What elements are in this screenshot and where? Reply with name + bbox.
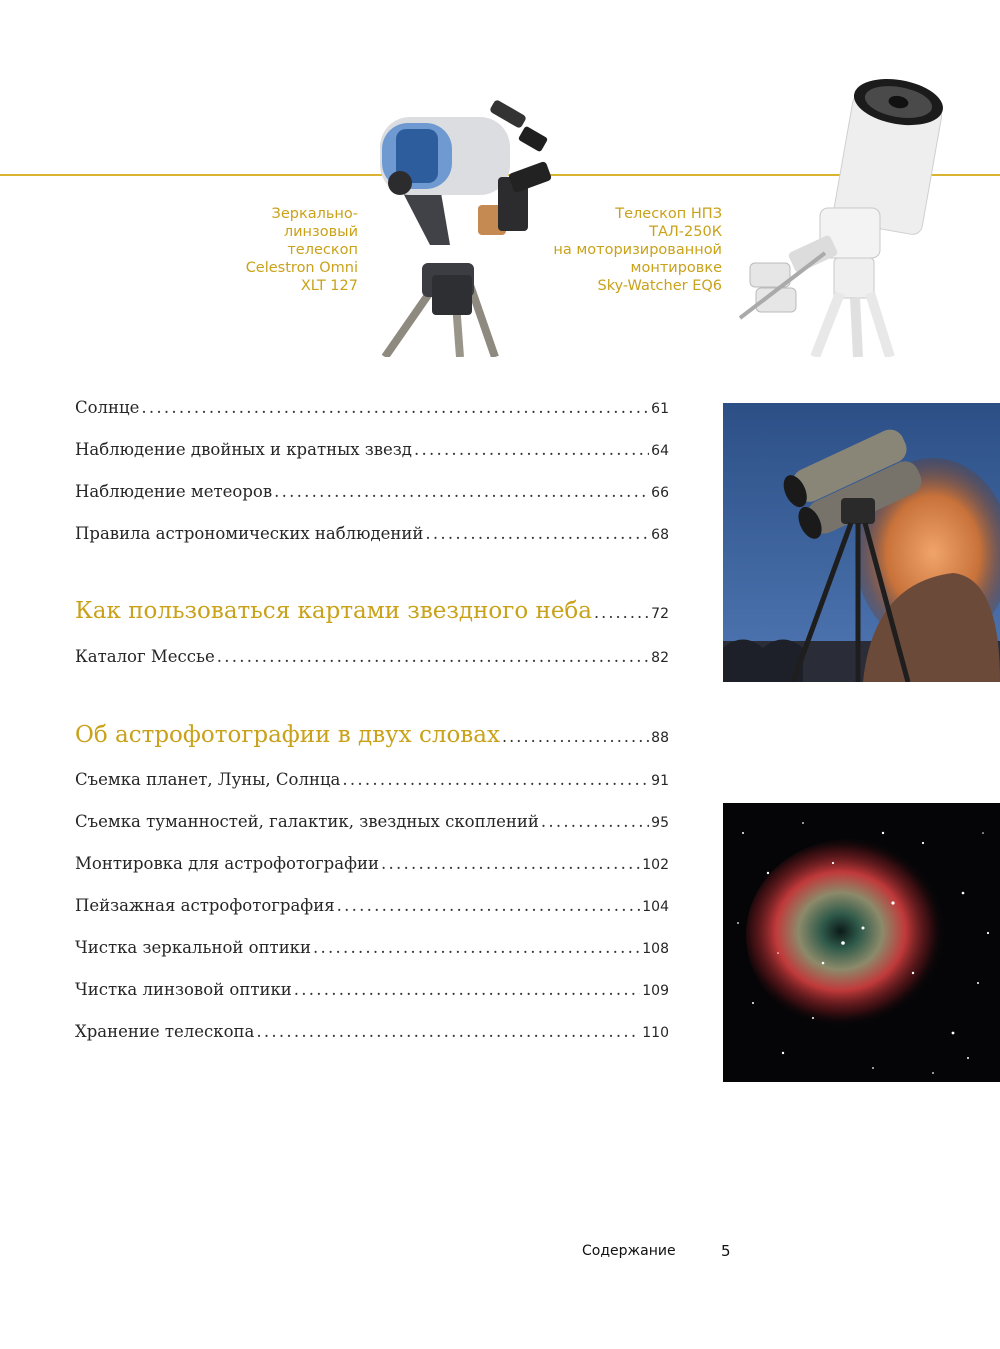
toc-entry-page: 109 <box>642 983 669 999</box>
toc-leader <box>414 440 649 459</box>
toc-entry[interactable] <box>75 440 669 459</box>
toc-entry[interactable] <box>75 647 669 666</box>
binocular-observer-photo <box>723 403 1000 682</box>
toc-leader <box>425 524 649 543</box>
toc-leader <box>337 896 641 915</box>
toc-section-entry[interactable] <box>75 598 669 624</box>
toc-entry-title: Хранение телескопа <box>75 1022 255 1041</box>
toc-entry[interactable] <box>75 482 669 501</box>
toc-entry-page: 104 <box>642 899 669 915</box>
toc-entry-page: 88 <box>651 730 669 746</box>
toc-section-title: Как пользоваться картами звездного неба <box>75 598 592 624</box>
nebula-photo <box>723 803 1000 1082</box>
caption-line: на моторизированной <box>553 242 722 258</box>
caption-line: телескоп <box>287 242 358 258</box>
toc-entry-page: 72 <box>651 606 669 622</box>
toc-entry[interactable] <box>75 938 669 957</box>
page-number: 5 <box>721 1242 731 1260</box>
toc-entry[interactable] <box>75 980 669 999</box>
toc-entry-title: Съемка туманностей, галактик, звездных скоплений <box>75 812 539 831</box>
toc-entry-page: 66 <box>651 485 669 501</box>
toc-entry-title: Правила астрономических наблюдений <box>75 524 424 543</box>
caption-line: Celestron Omni <box>245 260 358 276</box>
toc-leader <box>541 812 649 831</box>
toc-entry-title: Наблюдение метеоров <box>75 482 273 501</box>
toc-entry[interactable] <box>75 1022 669 1041</box>
toc-entry[interactable] <box>75 896 669 915</box>
caption-line: Зеркально- <box>271 206 358 222</box>
npz-telescope-image <box>730 78 960 357</box>
toc-leader <box>342 770 649 789</box>
toc-entry-page: 61 <box>651 401 669 417</box>
toc-leader <box>381 854 640 873</box>
toc-leader <box>141 398 649 417</box>
toc-entry[interactable] <box>75 854 669 873</box>
footer-section-label: Содержание <box>582 1243 676 1259</box>
toc-entry-page: 95 <box>651 815 669 831</box>
toc-entry-page: 64 <box>651 443 669 459</box>
toc-entry[interactable] <box>75 770 669 789</box>
toc-entry-page: 108 <box>642 941 669 957</box>
toc-leader <box>594 603 649 622</box>
toc-entry[interactable] <box>75 812 669 831</box>
caption-line: ТАЛ-250К <box>649 224 722 240</box>
toc-leader <box>274 482 649 501</box>
toc-section-title: Об астрофотографии в двух словах <box>75 722 500 748</box>
toc-leader <box>502 727 649 746</box>
toc-leader <box>256 1022 640 1041</box>
toc-entry-title: Пейзажная астрофотография <box>75 896 335 915</box>
toc-entry-page: 102 <box>642 857 669 873</box>
caption-line: XLT 127 <box>300 278 358 294</box>
toc-entry-page: 91 <box>651 773 669 789</box>
caption-line: Телескоп НПЗ <box>615 206 722 222</box>
toc-entry[interactable] <box>75 398 669 417</box>
caption-line: монтировке <box>630 260 722 276</box>
celestron-caption <box>230 205 358 295</box>
toc-leader <box>217 647 649 666</box>
toc-entry-title: Съемка планет, Луны, Солнца <box>75 770 341 789</box>
caption-line: Sky-Watcher EQ6 <box>597 278 722 294</box>
toc-entry-title: Чистка зеркальной оптики <box>75 938 311 957</box>
toc-leader <box>313 938 640 957</box>
toc-entry-page: 68 <box>651 527 669 543</box>
toc-entry-title: Наблюдение двойных и кратных звезд <box>75 440 412 459</box>
toc-entry-page: 110 <box>642 1025 669 1041</box>
toc-section-entry[interactable] <box>75 722 669 748</box>
toc-leader <box>294 980 641 999</box>
toc-entry-title: Монтировка для астрофотографии <box>75 854 379 873</box>
npz-caption <box>540 205 722 295</box>
toc-entry-title: Каталог Мессье <box>75 647 215 666</box>
celestron-telescope-image <box>360 95 570 357</box>
toc-entry-title: Солнце <box>75 398 140 417</box>
toc-entry[interactable] <box>75 524 669 543</box>
toc-entry-title: Чистка линзовой оптики <box>75 980 292 999</box>
toc-entry-page: 82 <box>651 650 669 666</box>
caption-line: линзовый <box>283 224 358 240</box>
